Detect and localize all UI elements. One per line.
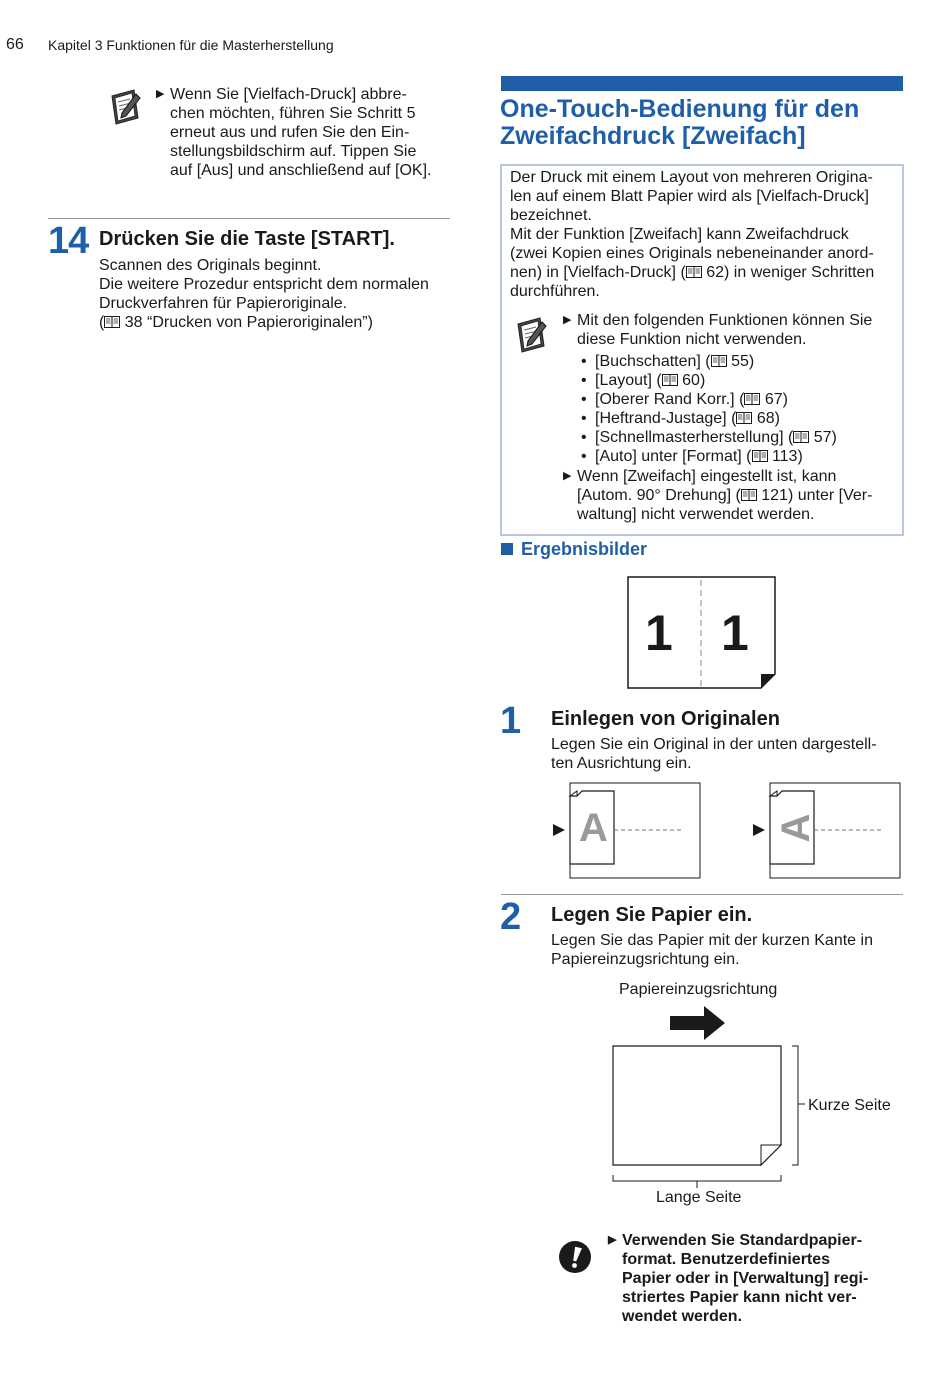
paper-diagram-icon [608, 1040, 808, 1190]
info-line: Der Druck mit einem Layout von mehreren Origina- [510, 169, 873, 186]
list-item: • [Heftrand-Justage] ( 68) [581, 410, 780, 427]
letter-a-rotated: A [774, 813, 818, 843]
step-number: 1 [500, 700, 521, 742]
info-line: Mit der Funktion [Zweifach] kann Zweifachdruck [510, 226, 849, 243]
original-diagram-rotated [753, 782, 903, 880]
info-line: nen) in [Vielfach-Druck] ( 62) in weniger Schritten [510, 264, 875, 281]
book-icon [104, 316, 120, 328]
step-body [99, 256, 459, 332]
book-icon [752, 450, 768, 462]
digit-left: 1 [645, 605, 673, 661]
note-line: stellungsbildschirm auf. Tippen Sie [170, 143, 417, 160]
step-title: Drücken Sie die Taste [START]. [99, 228, 395, 250]
list-item: • [Layout] ( 60) [581, 372, 706, 389]
step-number: 2 [500, 896, 521, 938]
list-item: • [Schnellmasterherstellung] ( 57) [581, 429, 837, 446]
book-icon [744, 393, 760, 405]
book-icon [711, 355, 727, 367]
list-item: • [Buchschatten] ( 55) [581, 353, 755, 370]
note-line: chen möchten, führen Sie Schritt 5 [170, 105, 416, 122]
step-title: Legen Sie Papier ein. [551, 904, 753, 926]
book-icon [662, 374, 678, 386]
book-icon [686, 266, 702, 278]
reference-link[interactable]: ( 38 “Drucken von Papieroriginalen”) [99, 314, 373, 331]
subheading: Ergebnisbilder [501, 539, 647, 560]
note-line: erneut aus und rufen Sie den Ein- [170, 124, 410, 141]
list-item: • [Oberer Rand Korr.] ( 67) [581, 391, 788, 408]
step-body: Legen Sie das Papier mit der kurzen Kante in Papiereinzugsrichtung ein. [551, 932, 873, 968]
triangle-bullet-icon: ▶ [156, 88, 165, 100]
body-line: Scannen des Originals beginnt. [99, 257, 322, 274]
body-line: Druckverfahren für Papieroriginale. [99, 295, 348, 312]
book-icon [736, 412, 752, 424]
section-bar [501, 76, 903, 91]
glass-diagram-icon [553, 782, 703, 880]
note-line: auf [Aus] und anschließend auf [OK]. [170, 162, 432, 179]
divider [48, 218, 450, 219]
pencil-note-icon [108, 88, 142, 126]
exclamation-icon [558, 1240, 592, 1274]
triangle-bullet-icon: ▶ [608, 1234, 617, 1246]
section-title: One-Touch-Bedienung für den Zweifachdruck [Zweifach] [500, 95, 860, 150]
arrow-right-icon [670, 1005, 726, 1041]
left-note [156, 85, 446, 180]
info-note: ▶ Mit den folgenden Funktionen können Sie diese Funktion nicht verwenden. • [Buchschatten] ( 55) • [Layout] ( 60) • [Oberer Rand Korr.] ( 67) • [Heftrand-Justage] ( 68) • [Schnellmasterherstellung] ( 57) • [Auto] unter [Format] ( 113) ▶ Wenn [Zweifach] eingestellt ist, kann [Autom. 90° Drehung] ( 121) unter [Ver- waltung] nicht verwendet werden. [563, 311, 898, 524]
info-line: bezeichnet. [510, 207, 592, 224]
page-number: 66 [6, 36, 24, 53]
label-long-side: Lange Seite [656, 1189, 742, 1206]
label-feed-direction: Papiereinzugsrichtung [619, 981, 778, 998]
divider [501, 894, 903, 895]
step-number: 14 [48, 220, 89, 262]
original-diagram-portrait [553, 782, 703, 880]
label-short-side: Kurze Seite [808, 1097, 891, 1114]
note-line: Wenn Sie [Vielfach-Druck] abbre- [170, 86, 407, 103]
list-item: • [Auto] unter [Format] ( 113) [581, 448, 803, 465]
letter-a: A [579, 806, 608, 850]
info-line: (zwei Kopien eines Originals nebeneinander anord- [510, 245, 874, 262]
book-icon [793, 431, 809, 443]
pencil-note-icon [514, 316, 548, 354]
info-text [510, 168, 895, 301]
book-icon [741, 489, 757, 501]
warning-text: ▶ Verwenden Sie Standardpapier- format. Benutzerdefiniertes Papier oder in [Verwaltung] regi- striertes Papier kann nicht ver- wendet werden. [608, 1232, 869, 1325]
chapter-title: Kapitel 3 Funktionen für die Masterherstellung [48, 37, 334, 53]
square-bullet-icon [501, 543, 513, 555]
body-line: Die weitere Prozedur entspricht dem normalen [99, 276, 429, 293]
step-title: Einlegen von Originalen [551, 708, 780, 730]
info-line: len auf einem Blatt Papier wird als [Vielfach-Druck] [510, 188, 869, 205]
digit-right: 1 [721, 605, 749, 661]
triangle-bullet-icon: ▶ [563, 470, 572, 482]
info-line: durchführen. [510, 283, 600, 300]
result-image [627, 576, 777, 689]
triangle-bullet-icon: ▶ [563, 314, 572, 326]
step-body: Legen Sie ein Original in der unten dargestell- ten Ausrichtung ein. [551, 736, 877, 772]
